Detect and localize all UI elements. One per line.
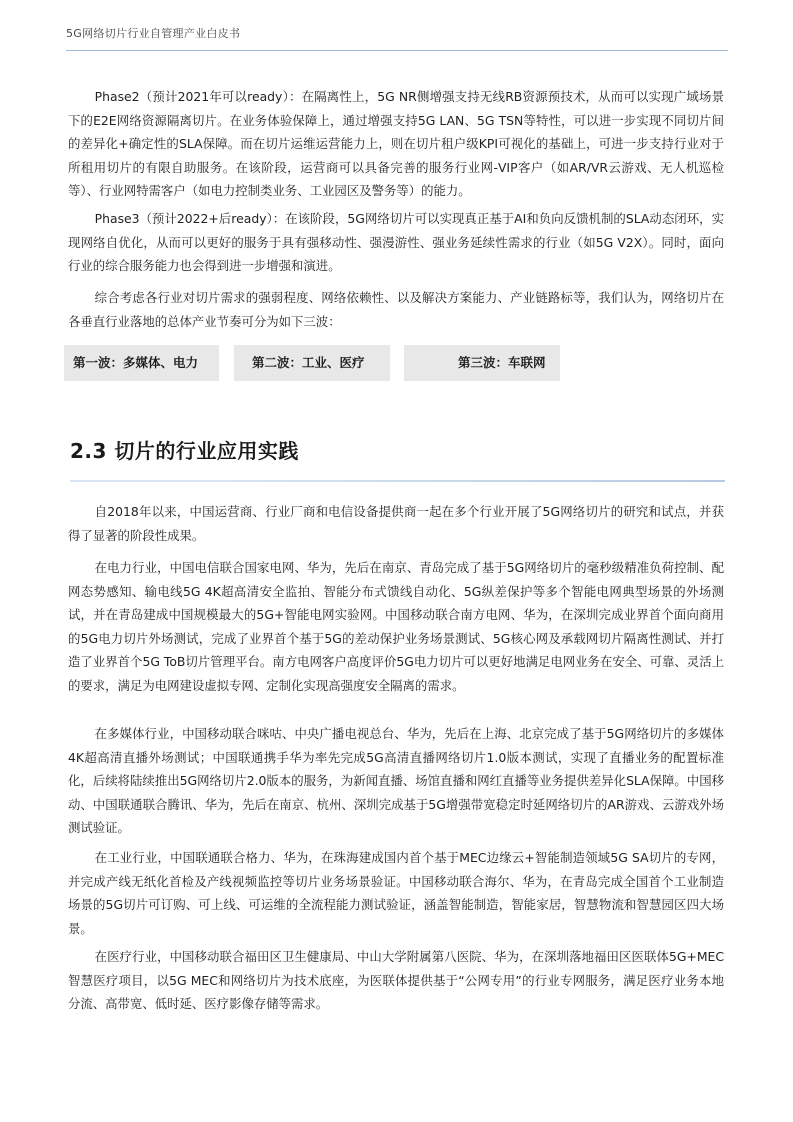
paragraph-phase2: Phase2（预计2021年可以ready）：在隔离性上，5G NR侧增强支持无线RB资源预技术，从而可以实现广域场景下的E2E网络资源隔离切片。在业务体验保障上，通过增强支持5G LAN、5G TSN等特性，可以进一步实现不同切片间的差异化+确定性的SLA保障。而在切片运维运营能力上，则在切片租户级KPI可视化的基础上，可进一步支持行业对于所租用切片的有限自助服务。在该阶段，运营商可以具备完善的服务行业网-VIP客户（如AR/VR云游戏、无人机巡检等）、行业网特需客户（如电力控制类业务、工业园区及警务等）的能力。 <box>68 89 724 198</box>
header-divider <box>66 50 728 51</box>
section-heading: 2.3 切片的行业应用实践 <box>70 439 299 463</box>
paragraph-summary: 综合考虑各行业对切片需求的强弱程度、网络依赖性、以及解决方案能力、产业链路标等，我们认为，网络切片在各垂直行业落地的总体产业节奏可分为如下三波： <box>68 290 724 329</box>
paragraph-power: 在电力行业，中国电信联合国家电网、华为，先后在南京、青岛完成了基于5G网络切片的毫秒级精准负荷控制、配网态势感知、输电线5G 4K超高清安全监拍、智能分布式馈线自动化、5G纵差保护等多个智能电网典型场景的外场测试，并在青岛建成中国规模最大的5G+智能电网实验网。中国移动联合南方电网、华为，在深圳完成业界首个面向商用的5G电力切片外场测试，完成了业界首个基于5G的差动保护业务场景测试、5G核心网及承载网切片隔离性测试、并打造了业界首个5G ToB切片管理平台。南方电网客户高度评价5G电力切片可以更好地满足电网业务在安全、可靠、灵活上的要求，满足为电网建设虚拟专网、定制化实现高强度安全隔离的需求。 <box>68 560 724 693</box>
wave-box-1: 第一波：多媒体、电力 <box>64 345 219 381</box>
paragraph-media: 在多媒体行业，中国移动联合咪咕、中央广播电视总台、华为，先后在上海、北京完成了基于5G网络切片的多媒体4K超高清直播外场测试；中国联通携手华为率先完成5G高清直播网络切片1.0版本测试，实现了直播业务的配置标准化，后续将陆续推出5G网络切片2.0版本的服务，为新闻直播、场馆直播和网红直播等业务提供差异化SLA保障。中国移动、中国联通联合腾讯、华为，先后在南京、杭州、深圳完成基于5G增强带宽稳定时延网络切片的AR游戏、云游戏外场测试验证。 <box>68 726 724 835</box>
wave-box-3: 第三波：车联网 <box>404 345 560 381</box>
paragraph-intro: 自2018年以来，中国运营商、行业厂商和电信设备提供商一起在多个行业开展了5G网络切片的研究和试点，并获得了显著的阶段性成果。 <box>68 504 724 543</box>
running-header: 5G网络切片行业自管理产业白皮书 <box>66 27 241 40</box>
paragraph-industry: 在工业行业，中国联通联合格力、华为，在珠海建成国内首个基于MEC边缘云+智能制造领域5G SA切片的专网，并完成产线无纸化首检及产线视频监控等切片业务场景验证。中国移动联合海尔、华为，在青岛完成全国首个工业制造场景的5G切片可订购、可上线、可运维的全流程能力测试验证，涵盖智能制造，智能家居，智慧物流和智慧园区四大场景。 <box>68 850 724 936</box>
wave-box-2: 第二波：工业、医疗 <box>234 345 390 381</box>
paragraph-phase3: Phase3（预计2022+后ready）：在该阶段，5G网络切片可以实现真正基于AI和负向反馈机制的SLA动态闭环，实现网络自优化，从而可以更好的服务于具有强移动性、强漫游性、强业务延续性需求的行业（如5G V2X）。同时，面向行业的综合服务能力也会得到进一步增强和演进。 <box>68 211 724 273</box>
section-heading-rule <box>70 480 725 482</box>
paragraph-medical: 在医疗行业，中国移动联合福田区卫生健康局、中山大学附属第八医院、华为，在深圳落地福田区医联体5G+MEC智慧医疗项目，以5G MEC和网络切片为技术底座，为医联体提供基于“公网专用”的行业专网服务，满足医疗业务本地分流、高带宽、低时延、医疗影像存储等需求。 <box>68 949 724 1011</box>
